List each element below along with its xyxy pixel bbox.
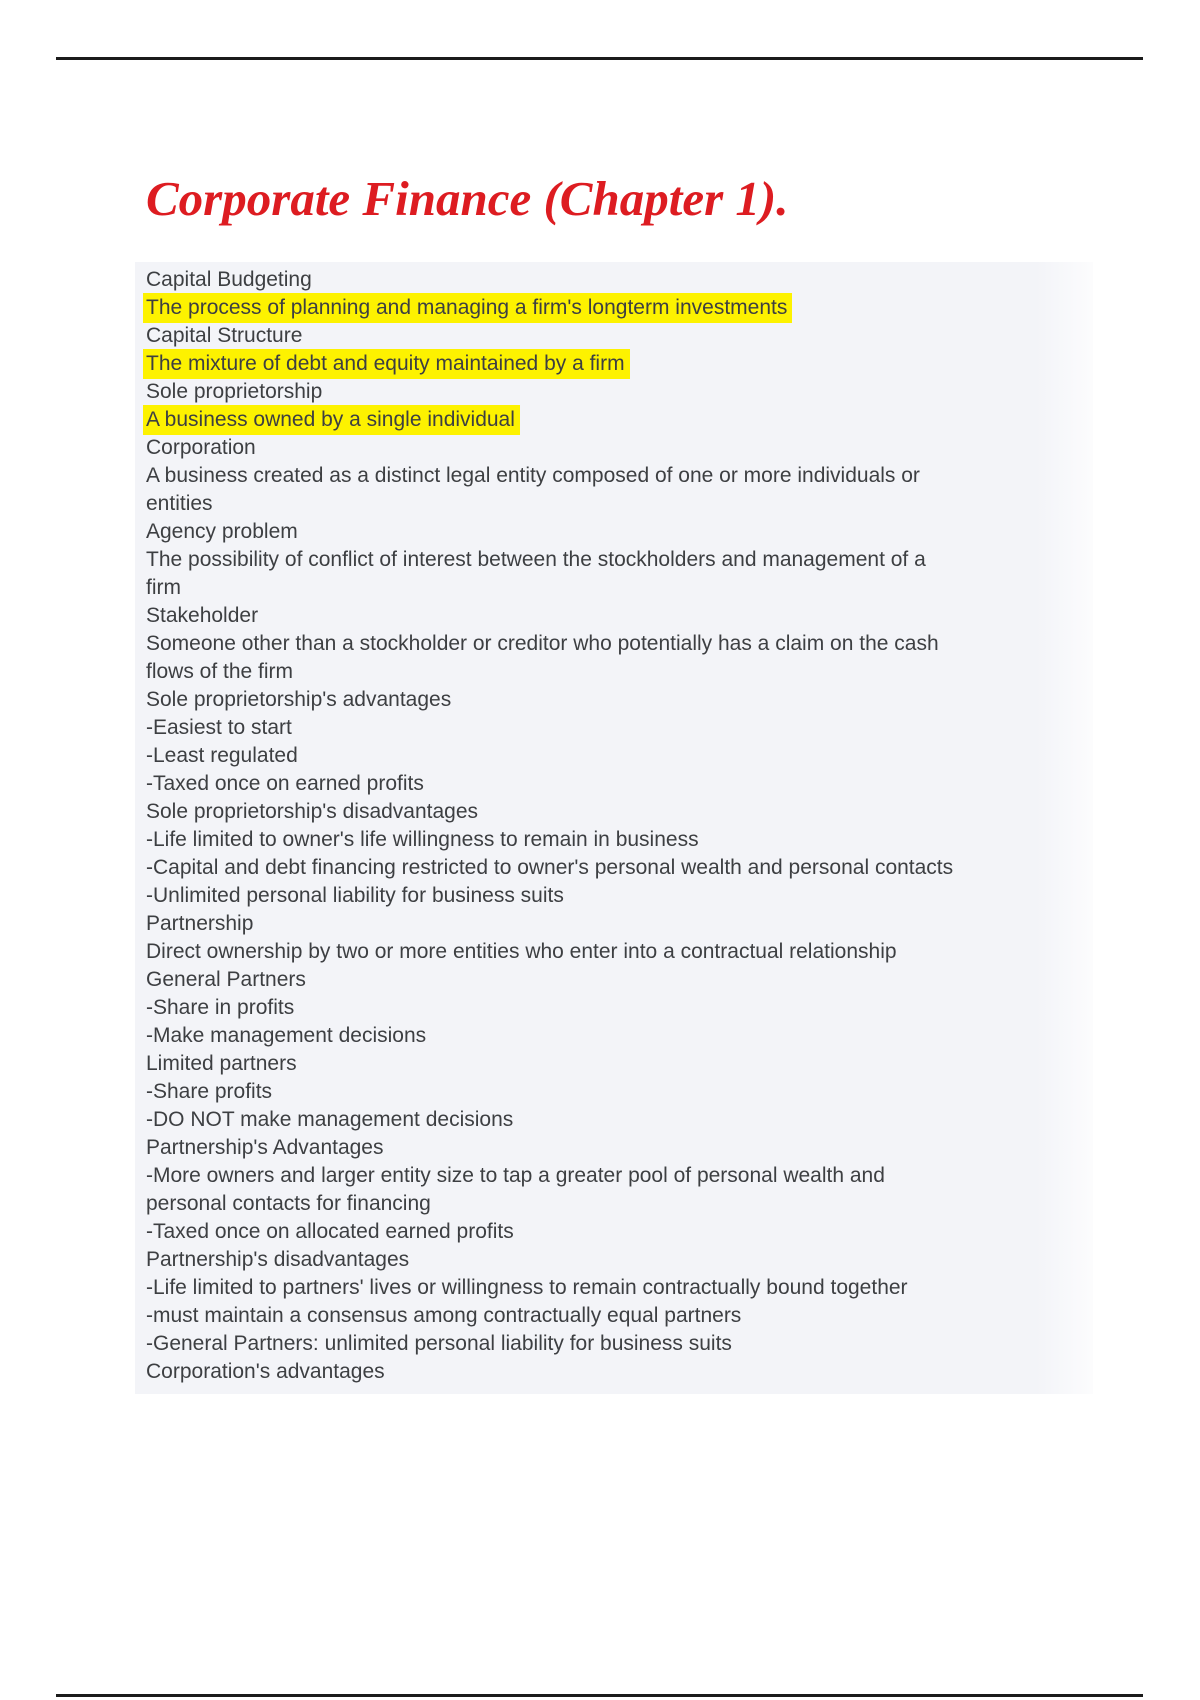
text-line-content: -DO NOT make management decisions	[146, 1108, 514, 1131]
text-line-content: Capital Budgeting	[146, 268, 312, 291]
bottom-horizontal-rule	[56, 1694, 1143, 1697]
top-horizontal-rule	[56, 57, 1143, 60]
text-line	[146, 938, 1093, 966]
text-line	[146, 966, 1093, 994]
text-line	[146, 266, 1093, 294]
text-line-content: Partnership's Advantages	[146, 1136, 384, 1159]
text-line-content: -Share in profits	[146, 996, 295, 1019]
text-line	[146, 350, 1093, 378]
text-line-content: Direct ownership by two or more entities who enter into a contractual relationship	[146, 940, 897, 963]
text-line-content: Limited partners	[146, 1052, 297, 1075]
highlighted-text: The mixture of debt and equity maintained by a firm	[143, 349, 630, 379]
text-line	[146, 1246, 1093, 1274]
text-line-content: Partnership	[146, 912, 254, 935]
text-line-content: -More owners and larger entity size to tap a greater pool of personal wealth and	[146, 1164, 885, 1187]
text-line	[146, 434, 1093, 462]
text-line	[146, 826, 1093, 854]
text-line	[146, 1162, 1093, 1190]
text-line	[146, 322, 1093, 350]
text-line-content: -Taxed once on allocated earned profits	[146, 1220, 514, 1243]
text-line	[146, 490, 1093, 518]
text-line-content: Sole proprietorship's advantages	[146, 688, 452, 711]
text-line	[146, 1358, 1093, 1386]
text-line-content: -Least regulated	[146, 744, 298, 767]
text-line	[146, 742, 1093, 770]
text-line	[146, 546, 1093, 574]
text-line	[146, 854, 1093, 882]
text-line	[146, 714, 1093, 742]
text-line	[146, 1022, 1093, 1050]
text-line-content: -Easiest to start	[146, 716, 292, 739]
text-line	[146, 1302, 1093, 1330]
highlighted-text: The process of planning and managing a firm's longterm investments	[143, 293, 792, 323]
text-line-content: -Share profits	[146, 1080, 273, 1103]
text-line-content: -Capital and debt financing restricted to owner's personal wealth and personal contacts	[146, 856, 954, 879]
text-line	[146, 1078, 1093, 1106]
text-line	[146, 686, 1093, 714]
text-line-content: Corporation	[146, 436, 256, 459]
text-line-content: -Make management decisions	[146, 1024, 427, 1047]
text-line-content: Agency problem	[146, 520, 298, 543]
text-line-content: Someone other than a stockholder or creditor who potentially has a claim on the cash	[146, 632, 939, 655]
text-line	[146, 910, 1093, 938]
text-line	[146, 1330, 1093, 1358]
text-line-content: -must maintain a consensus among contractually equal partners	[146, 1304, 742, 1327]
text-line-content: Capital Structure	[146, 324, 303, 347]
flashcard-text-panel	[135, 262, 1093, 1394]
text-line	[146, 1190, 1093, 1218]
text-line	[146, 1134, 1093, 1162]
text-line-content: personal contacts for financing	[146, 1192, 431, 1215]
text-line	[146, 882, 1093, 910]
text-line	[146, 994, 1093, 1022]
text-line-content: flows of the firm	[146, 660, 294, 683]
text-line	[146, 798, 1093, 826]
text-line-content: General Partners	[146, 968, 306, 991]
text-line	[146, 1218, 1093, 1246]
text-line-content: -Life limited to partners' lives or willingness to remain contractually bound together	[146, 1276, 908, 1299]
text-line	[146, 378, 1093, 406]
page-title: Corporate Finance (Chapter 1).	[146, 170, 789, 226]
text-line-content: The possibility of conflict of interest between the stockholders and management of a	[146, 548, 926, 571]
text-line-content: firm	[146, 576, 181, 599]
text-line	[146, 1050, 1093, 1078]
text-line-content: -General Partners: unlimited personal liability for business suits	[146, 1332, 732, 1355]
text-line	[146, 658, 1093, 686]
text-line-content: Corporation's advantages	[146, 1360, 385, 1383]
text-line	[146, 294, 1093, 322]
text-line	[146, 518, 1093, 546]
text-line-content: -Taxed once on earned profits	[146, 772, 424, 795]
highlighted-text: A business owned by a single individual	[143, 405, 520, 435]
text-line	[146, 602, 1093, 630]
text-line-content: -Life limited to owner's life willingness to remain in business	[146, 828, 699, 851]
text-line-content: Sole proprietorship's disadvantages	[146, 800, 479, 823]
text-line	[146, 462, 1093, 490]
text-line-content: Stakeholder	[146, 604, 259, 627]
text-line-content: Partnership's disadvantages	[146, 1248, 410, 1271]
text-line	[146, 1106, 1093, 1134]
text-line	[146, 630, 1093, 658]
text-line	[146, 574, 1093, 602]
text-line	[146, 1274, 1093, 1302]
text-line-content: entities	[146, 492, 213, 515]
text-line	[146, 406, 1093, 434]
text-line-content: Sole proprietorship	[146, 380, 323, 403]
text-line-content: A business created as a distinct legal entity composed of one or more individuals or	[146, 464, 920, 487]
text-line	[146, 770, 1093, 798]
text-line-content: -Unlimited personal liability for business suits	[146, 884, 564, 907]
